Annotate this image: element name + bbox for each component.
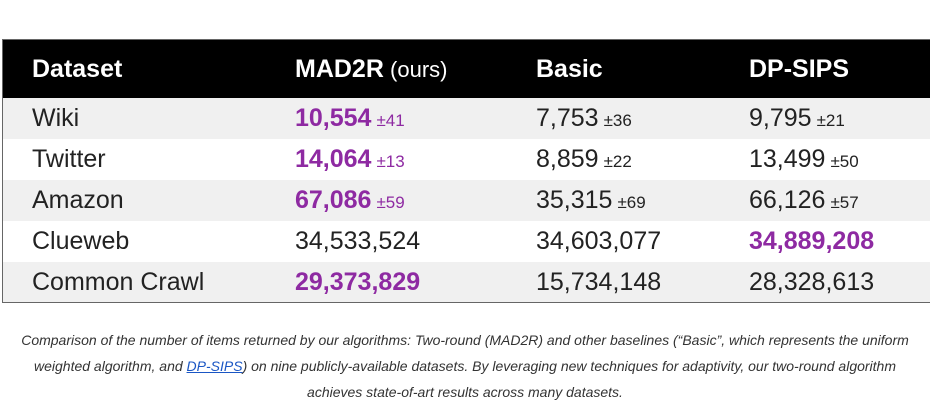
dataset-name: Wiki	[32, 104, 80, 132]
dp-sips-value: 13,499 ±50	[749, 145, 859, 173]
table-row	[3, 262, 930, 303]
basic-value: 35,315 ±69	[536, 186, 646, 214]
dataset-name: Amazon	[32, 186, 124, 214]
mad2r-value: 67,086 ±59	[295, 186, 405, 214]
caption-line-2: weighted algorithm, and DP-SIPS) on nine publicly-available datasets. By leveraging new techniques for adaptivity, our two-round algorithm	[34, 358, 896, 374]
dp-sips-value: 66,126 ±57	[749, 186, 859, 214]
table-row	[3, 98, 930, 139]
dataset-name: Twitter	[32, 145, 106, 173]
table-header	[3, 40, 930, 98]
mad2r-value: 10,554 ±41	[295, 104, 405, 132]
header-dataset: Dataset	[32, 54, 123, 83]
basic-value: 34,603,077	[536, 227, 662, 255]
dp-sips-value: 9,795 ±21	[749, 104, 845, 132]
dataset-name: Clueweb	[32, 227, 130, 255]
table-row	[3, 139, 930, 180]
table-row	[3, 180, 930, 221]
caption-line-3: achieves state-of-art results across many datasets.	[307, 384, 623, 400]
table-row	[3, 221, 930, 262]
dp-sips-link[interactable]: DP-SIPS	[186, 358, 243, 374]
dp-sips-value: 34,889,208	[749, 227, 875, 255]
basic-value: 8,859 ±22	[536, 145, 632, 173]
mad2r-value: 34,533,524	[295, 227, 421, 255]
dataset-name: Common Crawl	[32, 268, 205, 296]
results-table	[3, 40, 930, 303]
header-mad2r: MAD2R (ours)	[295, 54, 448, 83]
header-row	[3, 40, 930, 98]
basic-value: 15,734,148	[536, 268, 662, 296]
header-basic: Basic	[536, 54, 603, 83]
results-table-container	[2, 39, 930, 303]
table-body	[3, 98, 930, 303]
caption-line-1: Comparison of the number of items returned by our algorithms: Two-round (MAD2R) and other baselines (“Basic”, which represents the uniform	[21, 332, 909, 348]
mad2r-value: 14,064 ±13	[295, 145, 405, 173]
dp-sips-value: 28,328,613	[749, 268, 875, 296]
basic-value: 7,753 ±36	[536, 104, 632, 132]
table-caption	[0, 327, 930, 405]
mad2r-value: 29,373,829	[295, 268, 421, 296]
header-dp-sips: DP-SIPS	[749, 54, 850, 83]
